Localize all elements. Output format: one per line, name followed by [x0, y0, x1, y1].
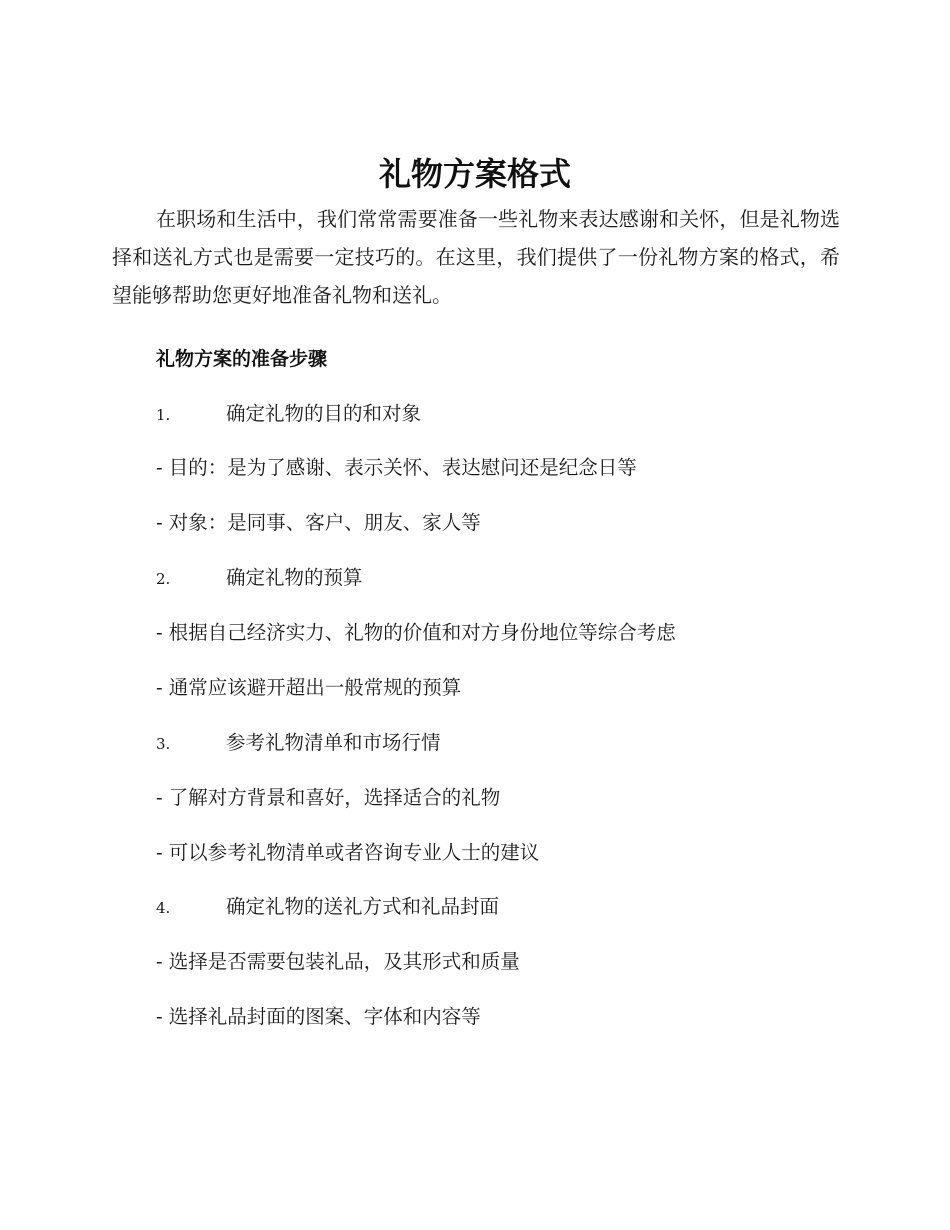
step-3-detail-2: - 可以参考礼物清单或者咨询专业人士的建议 — [156, 841, 540, 864]
step-1-title: 确定礼物的目的和对象 — [226, 402, 422, 425]
intro-paragraph: 在职场和生活中，我们常常需要准备一些礼物来表达感谢和关怀，但是礼物选择和送礼方式也是需要一定技巧的。在这里，我们提供了一份礼物方案的格式，希望能够帮助您更好地准备礼物和送礼。 — [112, 207, 840, 307]
step-2-heading — [156, 562, 363, 595]
step-4-title: 确定礼物的送礼方式和礼品封面 — [226, 895, 500, 918]
step-1-detail-1: - 目的：是为了感谢、表示关怀、表达慰问还是纪念日等 — [156, 456, 637, 479]
step-4-detail-2: - 选择礼品封面的图案、字体和内容等 — [156, 1005, 481, 1028]
step-2-number: 2. — [156, 570, 171, 588]
step-2-detail-2: - 通常应该避开超出一般常规的预算 — [156, 676, 462, 699]
step-1-heading — [156, 398, 421, 431]
step-2-detail-1: - 根据自己经济实力、礼物的价值和对方身份地位等综合考虑 — [156, 621, 676, 644]
step-1-detail-2: - 对象：是同事、客户、朋友、家人等 — [156, 511, 481, 534]
step-3-detail-1: - 了解对方背景和喜好，选择适合的礼物 — [156, 786, 501, 809]
step-3-heading — [156, 727, 441, 760]
step-4-heading — [156, 891, 499, 924]
step-3-number: 3. — [156, 735, 171, 753]
step-2-title: 确定礼物的预算 — [226, 566, 363, 589]
document-title: 礼物方案格式 — [378, 155, 571, 193]
step-4-number: 4. — [156, 899, 171, 917]
step-4-detail-1: - 选择是否需要包装礼品，及其形式和质量 — [156, 950, 520, 973]
section-heading: 礼物方案的准备步骤 — [156, 348, 328, 370]
step-3-title: 参考礼物清单和市场行情 — [226, 731, 441, 754]
step-1-number: 1. — [156, 406, 171, 424]
